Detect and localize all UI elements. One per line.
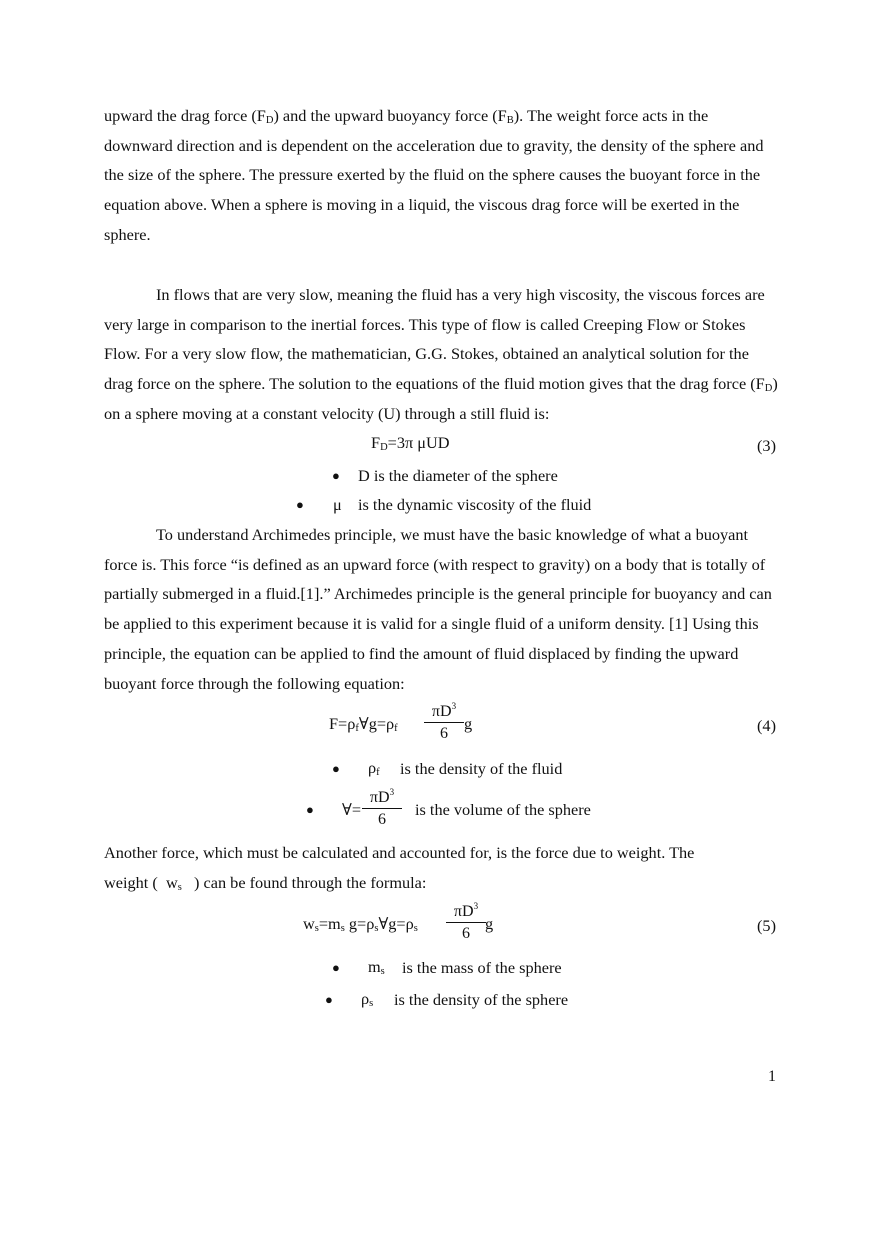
bullet-diameter: D is the diameter of the sphere xyxy=(358,466,558,485)
equation-5-lhs xyxy=(303,914,418,934)
equation-5-number: (5) xyxy=(757,916,776,935)
paragraph-forces xyxy=(104,101,780,250)
paragraph-weight-line2 xyxy=(104,868,780,898)
bullet-mass: is the mass of the sphere xyxy=(402,958,562,977)
bullet-dot: ● xyxy=(306,802,314,817)
paragraph-archimedes: To understand Archimedes principle, we must have the basic knowledge of what a buoyant force is. This force “is defined as an upward force (with respect to gravity) on a body that is totally of partially submerged in a fluid.[1].” Archimedes principle is the general principle for buoyancy and can be applied to this experiment because it is valid for a single fluid of a uniform density. [1] Using this principle, the equation can be applied to find the amount of fluid displaced by finding the upward buoyant force through the following equation: xyxy=(104,525,772,693)
equation-3 xyxy=(371,433,450,453)
paragraph-weight-line1: Another force, which must be calculated and accounted for, is the force due to weight. The xyxy=(104,843,695,862)
eq-term: ∀g=ρ xyxy=(358,714,395,733)
symbol-rho-s xyxy=(361,989,373,1009)
bullet-dot: ● xyxy=(296,497,304,512)
eq-term: g=ρ xyxy=(344,914,375,933)
bullet-sphere-density: is the density of the sphere xyxy=(394,990,569,1009)
fraction-denominator: 6 xyxy=(462,925,470,942)
bullet-dot: ● xyxy=(332,468,340,483)
text-run: ) can be found through the formula: xyxy=(194,873,427,892)
equation-4-tail: g xyxy=(464,714,473,733)
eq-subscript: s xyxy=(177,882,182,893)
eq-subscript: s xyxy=(340,923,345,934)
eq-term: m xyxy=(368,957,381,976)
text-run: ) and the upward buoyancy force (F xyxy=(273,106,507,125)
eq-subscript: s xyxy=(380,966,385,977)
bullet-volume: is the volume of the sphere xyxy=(415,800,591,819)
bullet-viscosity: is the dynamic viscosity of the fluid xyxy=(358,495,592,514)
eq-subscript: s xyxy=(374,923,379,934)
fraction-denominator: 6 xyxy=(378,811,386,828)
fraction-denominator: 6 xyxy=(440,725,448,742)
text-run: ) on a sphere moving at a constant velocity (U) through a still fluid is: xyxy=(104,374,778,423)
eq-superscript: 3 xyxy=(473,901,479,911)
equation-4-lhs xyxy=(329,714,398,734)
equation-4-number: (4) xyxy=(757,716,776,735)
symbol-rho-f xyxy=(368,758,380,778)
eq-term: πD xyxy=(453,903,474,920)
symbol-volume: ∀= xyxy=(342,800,362,819)
eq-term: w xyxy=(303,914,315,933)
eq-subscript: s xyxy=(369,998,374,1009)
equation-3-number: (3) xyxy=(757,436,776,455)
eq-term: πD xyxy=(369,789,390,806)
symbol-m-s xyxy=(368,957,385,977)
eq-term: ρ xyxy=(368,758,377,777)
eq-superscript: 3 xyxy=(389,787,395,797)
paragraph-stokes-flow xyxy=(104,280,780,429)
eq-term: =3π μUD xyxy=(387,433,450,452)
eq-superscript: 3 xyxy=(451,701,457,711)
eq-subscript: s xyxy=(314,923,319,934)
subscript-d: D xyxy=(764,383,773,395)
bullet-dot: ● xyxy=(332,761,340,776)
bullet-dot: ● xyxy=(332,960,340,975)
equation-5-fraction xyxy=(446,903,486,943)
fraction-numerator xyxy=(446,903,486,923)
text-run: In flows that are very slow, meaning the fluid has a very high viscosity, the viscous forces are very large in comparison to the inertial forces. This type of flow is called Creeping Flow or Stokes Flow. For a very slow flow, the mathematician, G.G. Stokes, obtained an analytical solution for the drag force on the sphere. The solution to the equations of the fluid motion gives that the drag force (F xyxy=(104,285,765,394)
text-run: ). The weight force acts in the downward direction and is dependent on the acceleration due to gravity, the density of the sphere and the size of the sphere. The pressure exerted by the fluid on the sphere causes the buoyant force in the equation above. When a sphere is moving in a liquid, the viscous drag force will be exerted in the sphere. xyxy=(104,106,764,244)
subscript-d: D xyxy=(265,115,274,126)
subscript-b: B xyxy=(506,115,514,126)
eq-term: ∀g=ρ xyxy=(378,914,414,933)
fraction-numerator xyxy=(362,789,402,809)
bullet-dot: ● xyxy=(325,992,333,1007)
eq-term: ρ xyxy=(361,989,370,1008)
text-run: upward the drag force (F xyxy=(104,106,266,125)
volume-fraction xyxy=(362,789,402,829)
symbol-w: w xyxy=(165,873,178,892)
eq-term: F xyxy=(371,433,381,452)
eq-subscript: f xyxy=(376,767,380,778)
eq-subscript: f xyxy=(355,723,359,734)
text-run: weight ( xyxy=(104,873,158,892)
symbol-mu: μ xyxy=(333,495,342,514)
eq-term: πD xyxy=(431,703,452,720)
eq-subscript: f xyxy=(394,723,398,734)
fraction-numerator xyxy=(424,703,464,723)
equation-5-tail: g xyxy=(485,914,494,933)
equation-4-fraction xyxy=(424,703,464,743)
bullet-fluid-density: is the density of the fluid xyxy=(400,759,563,778)
eq-subscript: s xyxy=(413,923,418,934)
eq-subscript: D xyxy=(380,442,388,453)
eq-term: F=ρ xyxy=(329,714,356,733)
page-number: 1 xyxy=(768,1068,776,1085)
eq-term: =m xyxy=(318,914,341,933)
